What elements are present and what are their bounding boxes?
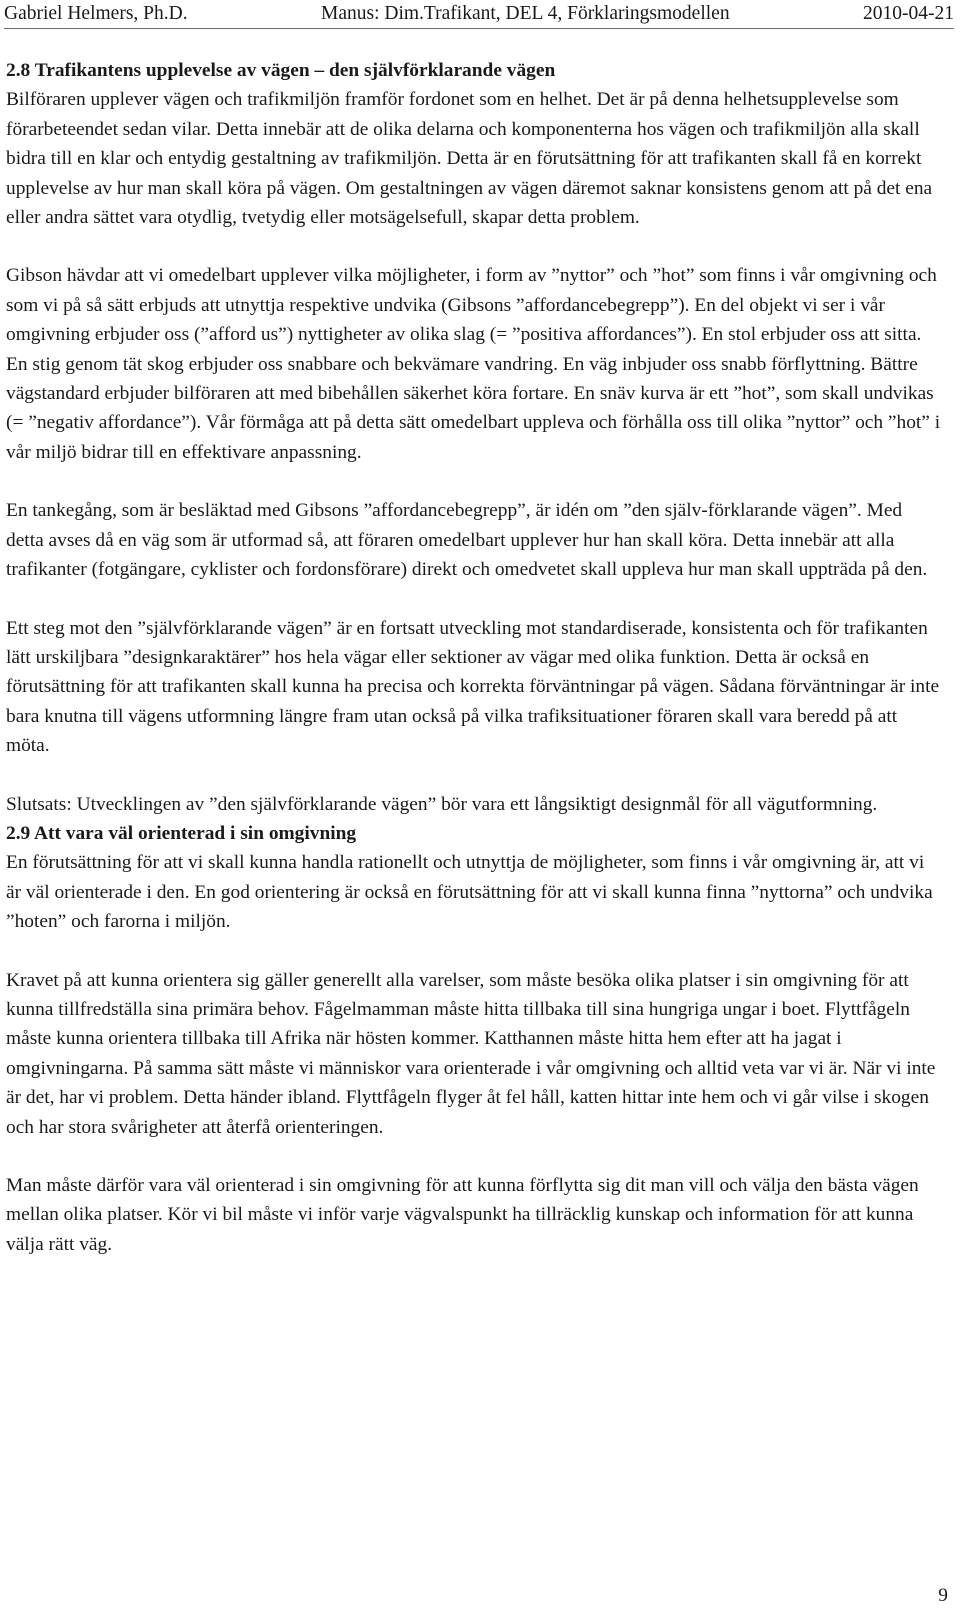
paragraph: Ett steg mot den ”självförklarande vägen” är en fortsatt utveckling mot standardiserade, konsistenta och för trafikanten lätt urskiljbara ”designkaraktärer” hos hela vägar eller sektioner av vägar med olika funktion. Detta är också en förutsättning för att trafikanten skall kunna ha precisa och korrekta förväntningar på vägen. Sådana förväntningar är inte bara knutna till vägens utformning längre fram utan också på vilka trafiksituationer föraren skall vara beredd på att möta.: [6, 617, 940, 757]
page-number: 9: [938, 1585, 948, 1606]
paragraph: Slutsats: Utvecklingen av ”den självförklarande vägen” bör vara ett långsiktigt designmål för all vägutformning.: [6, 793, 878, 815]
header-author: Gabriel Helmers, Ph.D.: [4, 3, 188, 24]
paragraph: En förutsättning för att vi skall kunna handla rationellt och utnyttja de möjligheter, som finns i vår omgivning är, att vi är väl orienterade i den. En god orientering är också en förutsättning för att vi skall kunna finna ”nyttorna” och undvika ”hoten” och farorna i miljön.: [6, 852, 933, 933]
document-body: [6, 56, 942, 1259]
paragraph: En tankegång, som är besläktad med Gibsons ”affordancebegrepp”, är idén om ”den själv-förklarande vägen”. Med detta avses då en väg som är utformad så, att föraren omedelbart upplever hur han skall köra. Detta innebär att alla trafikanter (fotgängare, cyklister och fordonsförare) direkt och omedvetet skall uppleva hur man skall uppträda på den.: [6, 500, 928, 581]
section-heading-2-8: 2.8 Trafikantens upplevelse av vägen – den självförklarande vägen: [6, 60, 556, 81]
header-date: 2010-04-21: [863, 3, 954, 24]
running-header: [4, 0, 954, 29]
paragraph: Kravet på att kunna orientera sig gäller generellt alla varelser, som måste besöka olika platser i sin omgivning för att kunna tillfredställa sina primära behov. Fågelmamman måste hitta tillbaka till sina hungriga ungar i boet. Flyttfågeln måste kunna orientera tillbaka till Afrika när hösten kommer. Katthannen måste hitta hem efter att ha jagat i omgivningarna. På samma sätt måste vi människor vara orienterade i vår omgivning och alltid veta var vi är. När vi inte är det, har vi problem. Detta händer ibland. Flyttfågeln flyger åt fel håll, katten hittar inte hem och vi går vilse i skogen och har stora svårigheter att återfå orienteringen.: [6, 969, 936, 1138]
paragraph: Bilföraren upplever vägen och trafikmiljön framför fordonet som en helhet. Det är på denna helhetsupplevelse som förarbeteendet sedan vilar. Detta innebär att de olika delarna och komponenterna hos vägen och trafikmiljön alla skall bidra till en klar och entydig gestaltning av trafikmiljön. Detta är en förutsättning för att trafikanten skall få en korrekt upplevelse av hur man skall köra på vägen. Om gestaltningen av vägen däremot saknar konsistens genom att på det ena eller andra sättet vara otydlig, tvetydig eller motsägelsefull, skapar detta problem.: [6, 89, 933, 229]
header-manuscript: Manus: Dim.Trafikant, DEL 4, Förklaringsmodellen: [321, 3, 730, 24]
paragraph: Man måste därför vara väl orienterad i sin omgivning för att kunna förflytta sig dit man vill och välja den bästa vägen mellan olika platser. Kör vi bil måste vi inför varje vägvalspunkt ha tillräcklig kunskap och information för att kunna välja rätt väg.: [6, 1175, 919, 1255]
paragraph: Gibson hävdar att vi omedelbart upplever vilka möjligheter, i form av ”nyttor” och ”hot” som finns i vår omgivning och som vi på så sätt erbjuds att utnyttja respektive undvika (Gibsons ”affordancebegrepp”). En del objekt vi ser i vår omgivning erbjuder oss (”afford us”) nyttigheter av olika slag (= ”positiva affordances”). En stol erbjuder oss att sitta. En stig genom tät skog erbjuder oss snabbare och bekvämare vandring. En väg inbjuder oss snabb förflyttning. Bättre vägstandard erbjuder bilföraren att med bibehållen säkerhet köra fortare. En snäv kurva är ett ”hot”, som skall undvikas (= ”negativ affordance”). Vår förmåga att på detta sätt omedelbart uppleva och förhålla oss till olika ”nyttor” och ”hot” i vår miljö bidrar till en effektivare anpassning.: [6, 265, 941, 463]
section-heading-2-9: 2.9 Att vara väl orienterad i sin omgivning: [6, 822, 357, 844]
